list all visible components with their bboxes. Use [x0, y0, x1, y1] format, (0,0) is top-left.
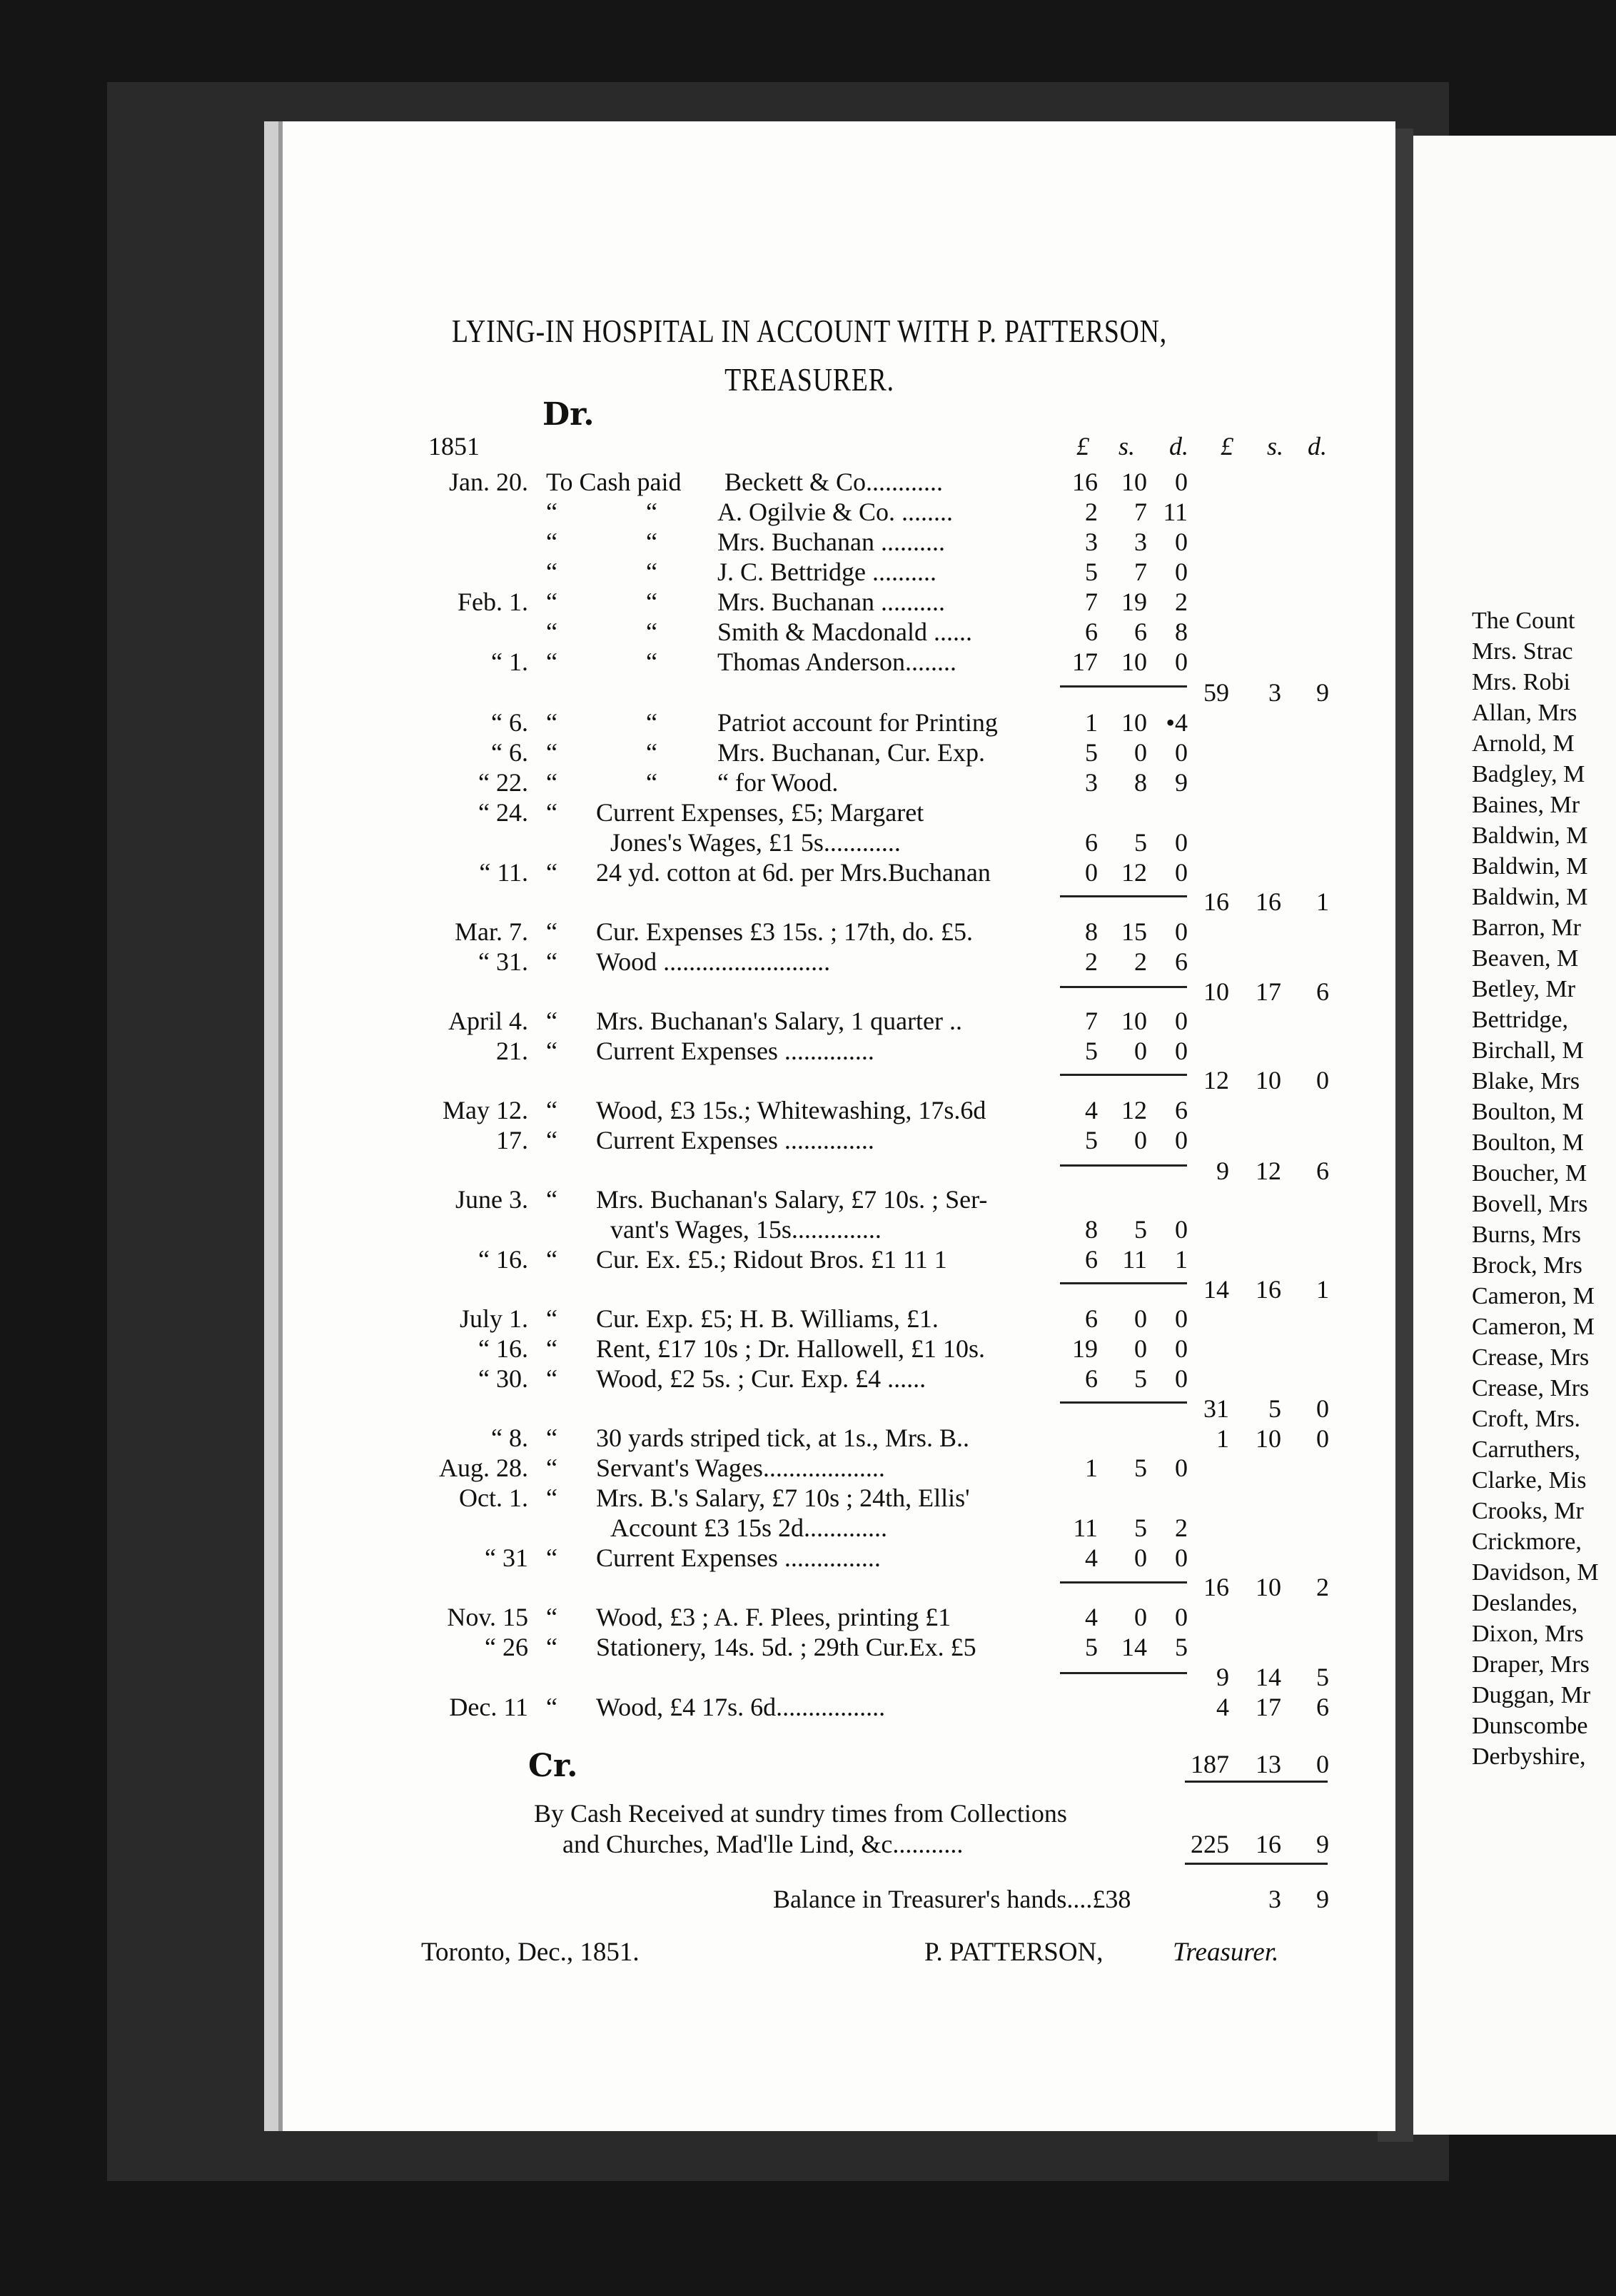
row-date: “ 30.: [478, 1364, 528, 1393]
row-ditto-2: “: [646, 618, 657, 646]
row-pounds: 4: [1085, 1603, 1098, 1631]
row-date: April 4.: [448, 1007, 528, 1035]
row-date: “ 6.: [491, 738, 528, 767]
right-page-entry: Bettridge,: [1472, 1007, 1569, 1033]
row-shillings: 10: [1121, 1007, 1147, 1035]
subtotal-shillings: 10: [1256, 1424, 1281, 1453]
right-page-entry: Blake, Mrs: [1472, 1068, 1580, 1094]
row-pence: 0: [1175, 468, 1188, 496]
subtotal-pounds: 9: [1216, 1663, 1229, 1691]
row-pence: 0: [1175, 1037, 1188, 1065]
subtotal-pence: 0: [1316, 1394, 1329, 1423]
row-ditto-1: “: [546, 1185, 557, 1214]
row-pounds: 5: [1085, 1037, 1098, 1065]
row-pence: 0: [1175, 558, 1188, 586]
row-description: vant's Wages, 15s..............: [610, 1215, 882, 1244]
row-ditto-1: “: [546, 1245, 557, 1274]
row-date: “ 16.: [478, 1245, 528, 1274]
row-shillings: 12: [1121, 858, 1147, 887]
row-date: 21.: [496, 1037, 528, 1065]
credit-shillings: 16: [1256, 1830, 1281, 1858]
subtotal-shillings: 14: [1256, 1663, 1281, 1691]
row-ditto-2: “: [646, 498, 657, 526]
subtotal-shillings: 16: [1256, 887, 1281, 916]
balance-pence: 9: [1316, 1885, 1329, 1913]
credit-pence: 9: [1316, 1830, 1329, 1858]
row-description: Cur. Ex. £5.; Ridout Bros. £1 11 1: [596, 1245, 947, 1274]
row-description: Jones's Wages, £1 5s............: [610, 828, 901, 857]
ledger-rule: [1185, 1863, 1328, 1865]
row-pence: 0: [1175, 1544, 1188, 1572]
row-description: Patriot account for Printing: [717, 708, 998, 737]
ledger-rule: [1060, 1581, 1187, 1583]
row-ditto-1: “: [546, 947, 557, 976]
row-description: Cur. Expenses £3 15s. ; 17th, do. £5.: [596, 917, 973, 946]
row-date: Mar. 7.: [455, 917, 528, 946]
row-description: Servant's Wages...................: [596, 1454, 885, 1482]
right-page-entry: Betley, Mr: [1472, 976, 1576, 1002]
row-date: “ 24.: [478, 798, 528, 827]
balance-label: Balance in Treasurer's hands....£38: [773, 1885, 1131, 1913]
row-ditto-1: “: [546, 1603, 557, 1631]
col-pence-1: d.: [1169, 432, 1188, 460]
credit-line-1: By Cash Received at sundry times from Collections: [534, 1799, 1067, 1828]
right-page-entry: Baines, Mr: [1472, 792, 1580, 818]
row-pounds: 6: [1085, 828, 1098, 857]
right-page-entry: Dunscombe: [1472, 1713, 1588, 1739]
right-page-entry: Boulton, M: [1472, 1099, 1584, 1125]
row-shillings: 5: [1134, 1215, 1147, 1244]
row-description: Current Expenses, £5; Margaret: [596, 798, 924, 827]
row-ditto-1: “: [546, 858, 557, 887]
row-shillings: 6: [1134, 618, 1147, 646]
row-ditto-1: “: [546, 917, 557, 946]
row-pence: 0: [1175, 1603, 1188, 1631]
subtotal-pence: 6: [1316, 1693, 1329, 1721]
row-pence: 0: [1175, 1007, 1188, 1035]
right-page-entry: Dixon, Mrs: [1472, 1621, 1584, 1647]
right-page-entry: Boulton, M: [1472, 1129, 1584, 1156]
right-page-entry: Duggan, Mr: [1472, 1682, 1591, 1708]
row-shillings: 0: [1134, 1544, 1147, 1572]
subtotal-pence: 9: [1316, 678, 1329, 707]
right-page-entry: Mrs. Strac: [1472, 638, 1573, 665]
row-shillings: 0: [1134, 1304, 1147, 1333]
row-description: Current Expenses ..............: [596, 1037, 874, 1065]
col-pound-2: £: [1221, 432, 1233, 460]
row-shillings: 3: [1134, 528, 1147, 556]
subtotal-shillings: 17: [1256, 1693, 1281, 1721]
right-page-entry: Arnold, M: [1472, 730, 1575, 757]
right-page-entry: Bovell, Mrs: [1472, 1191, 1588, 1217]
row-ditto-1: “: [546, 498, 557, 526]
row-shillings: 12: [1121, 1096, 1147, 1124]
row-ditto-2: “: [646, 648, 657, 676]
row-date: “ 6.: [491, 708, 528, 737]
row-ditto-1: “: [546, 1454, 557, 1482]
right-page-entry: Birchall, M: [1472, 1037, 1584, 1064]
row-ditto-1: “: [546, 768, 557, 797]
row-description: 30 yards striped tick, at 1s., Mrs. B..: [596, 1424, 969, 1452]
row-pence: 8: [1175, 618, 1188, 646]
row-shillings: 10: [1121, 648, 1147, 676]
row-pence: 0: [1175, 1215, 1188, 1244]
row-date: “ 8.: [491, 1424, 528, 1452]
row-description: Wood, £3 15s.; Whitewashing, 17s.6d: [596, 1096, 986, 1124]
right-page-entry: Crooks, Mr: [1472, 1498, 1584, 1524]
credit-pounds: 225: [1191, 1830, 1229, 1858]
row-pence: 0: [1175, 1334, 1188, 1363]
row-pounds: 6: [1085, 618, 1098, 646]
col-pence-2: d.: [1308, 432, 1327, 460]
row-date: “ 16.: [478, 1334, 528, 1363]
row-date: “ 11.: [479, 858, 528, 887]
row-pounds: 4: [1085, 1096, 1098, 1124]
row-pounds: 2: [1085, 947, 1098, 976]
row-date: May 12.: [443, 1096, 528, 1124]
right-page-entry: Draper, Mrs: [1472, 1651, 1590, 1678]
row-description: Mrs. Buchanan ..........: [717, 588, 945, 616]
row-date: Nov. 15: [447, 1603, 528, 1631]
row-shillings: 0: [1134, 1126, 1147, 1154]
place-date: Toronto, Dec., 1851.: [421, 1938, 640, 1967]
right-page-entry: Crease, Mrs: [1472, 1375, 1590, 1401]
row-ditto-2: “: [646, 588, 657, 616]
right-page-entry: Carruthers,: [1472, 1436, 1581, 1463]
row-pounds: 8: [1085, 917, 1098, 946]
row-ditto-2: “: [646, 558, 657, 586]
row-ditto-1: “: [546, 1334, 557, 1363]
row-shillings: 8: [1134, 768, 1147, 797]
row-shillings: 2: [1134, 947, 1147, 976]
ledger-rule: [1060, 1282, 1187, 1284]
row-pounds: 19: [1072, 1334, 1098, 1363]
row-ditto-1: “: [546, 1693, 557, 1721]
row-description: Mrs. B.'s Salary, £7 10s ; 24th, Ellis': [596, 1484, 970, 1512]
row-shillings: 19: [1121, 588, 1147, 616]
row-description: Smith & Macdonald ......: [717, 618, 972, 646]
subtotal-pence: 0: [1316, 1750, 1329, 1778]
row-description: “ for Wood.: [717, 768, 839, 797]
row-pounds: 0: [1085, 858, 1098, 887]
row-pence: 0: [1175, 828, 1188, 857]
right-page: [1413, 136, 1616, 2135]
row-pounds: 17: [1072, 648, 1098, 676]
row-ditto-1: “: [546, 1096, 557, 1124]
row-shillings: 7: [1134, 558, 1147, 586]
right-page-entry: Barron, Mr: [1472, 915, 1581, 941]
ledger-rule: [1060, 1672, 1187, 1674]
row-ditto-1: “: [546, 588, 557, 616]
subtotal-shillings: 10: [1256, 1573, 1281, 1601]
row-pence: 11: [1163, 498, 1188, 526]
row-date: July 1.: [459, 1304, 528, 1333]
row-date: “ 1.: [491, 648, 528, 676]
row-date: Aug. 28.: [439, 1454, 528, 1482]
row-ditto-2: “: [646, 768, 657, 797]
debit-heading: Dr.: [542, 396, 595, 433]
subtotal-shillings: 10: [1256, 1066, 1281, 1094]
row-pence: 1: [1175, 1245, 1188, 1274]
row-ditto-1: “: [546, 648, 557, 676]
row-pounds: 5: [1085, 1633, 1098, 1661]
row-date: 17.: [496, 1126, 528, 1154]
right-page-entry: Brock, Mrs: [1472, 1252, 1582, 1279]
row-description: Wood, £3 ; A. F. Plees, printing £1: [596, 1603, 951, 1631]
row-pence: 0: [1175, 738, 1188, 767]
row-ditto-1: “: [546, 708, 557, 737]
right-page-entry: Crease, Mrs: [1472, 1344, 1590, 1371]
row-pounds: 6: [1085, 1245, 1098, 1274]
row-shillings: 10: [1121, 708, 1147, 737]
row-ditto-1: “: [546, 1126, 557, 1154]
row-pence: 0: [1175, 917, 1188, 946]
subtotal-pounds: 187: [1191, 1750, 1229, 1778]
row-date: “ 22.: [478, 768, 528, 797]
ledger-rule: [1060, 1074, 1187, 1076]
subtotal-pounds: 16: [1203, 1573, 1229, 1601]
row-pounds: 5: [1085, 738, 1098, 767]
page-subtitle: TREASURER.: [724, 361, 894, 398]
subtotal-shillings: 3: [1268, 678, 1281, 707]
row-pence: 2: [1175, 588, 1188, 616]
row-pence: 0: [1175, 858, 1188, 887]
row-shillings: 14: [1121, 1633, 1147, 1661]
right-page-entry: Allan, Mrs: [1472, 700, 1577, 726]
row-description: J. C. Bettridge ..........: [717, 558, 936, 586]
row-ditto-2: “: [646, 528, 657, 556]
row-ditto-1: “: [546, 798, 557, 827]
row-ditto-1: “: [546, 1544, 557, 1572]
row-date: “ 26: [485, 1633, 528, 1661]
row-description: Mrs. Buchanan's Salary, 1 quarter ..: [596, 1007, 963, 1035]
row-pence: 0: [1175, 1304, 1188, 1333]
row-shillings: 10: [1121, 468, 1147, 496]
row-date: Dec. 11: [449, 1693, 528, 1721]
ledger-rule: [1060, 1164, 1187, 1167]
right-page-entry: Croft, Mrs.: [1472, 1406, 1581, 1432]
row-pounds: 3: [1085, 768, 1098, 797]
subtotal-pence: 6: [1316, 1157, 1329, 1185]
row-description: Cur. Exp. £5; H. B. Williams, £1.: [596, 1304, 939, 1333]
row-shillings: 15: [1121, 917, 1147, 946]
subtotal-shillings: 17: [1256, 977, 1281, 1006]
col-shilling-1: s.: [1118, 432, 1136, 460]
row-shillings: 5: [1134, 828, 1147, 857]
subtotal-pounds: 4: [1216, 1693, 1229, 1721]
row-shillings: 5: [1134, 1514, 1147, 1542]
row-ditto-1: “: [546, 618, 557, 646]
subtotal-pence: 6: [1316, 977, 1329, 1006]
row-ditto-2: “: [646, 738, 657, 767]
row-shillings: 7: [1134, 498, 1147, 526]
row-pounds: 3: [1085, 528, 1098, 556]
right-page-entry: Boucher, M: [1472, 1160, 1587, 1187]
row-ditto-1: “: [546, 1304, 557, 1333]
row-pounds: 16: [1072, 468, 1098, 496]
subtotal-pounds: 9: [1216, 1157, 1229, 1185]
signature-name: P. PATTERSON,: [924, 1938, 1104, 1967]
ledger-rule: [1060, 895, 1187, 897]
row-date: “ 31: [485, 1544, 528, 1572]
row-pence: 0: [1175, 648, 1188, 676]
right-page-list: [1472, 605, 1599, 1772]
right-page-entry: Baldwin, M: [1472, 853, 1588, 880]
subtotal-pence: 1: [1316, 1275, 1329, 1304]
row-description: Stationery, 14s. 5d. ; 29th Cur.Ex. £5: [596, 1633, 976, 1661]
row-date: “ 31.: [478, 947, 528, 976]
row-ditto-2: “: [646, 708, 657, 737]
row-pounds: 1: [1085, 708, 1098, 737]
row-ditto-1: “: [546, 1007, 557, 1035]
row-ditto-1: “: [546, 1484, 557, 1512]
row-pounds: 7: [1085, 588, 1098, 616]
row-description: A. Ogilvie & Co. ........: [717, 498, 953, 526]
row-ditto-1: “: [546, 1364, 557, 1393]
right-page-entry: Deslandes,: [1472, 1590, 1578, 1616]
row-pounds: 2: [1085, 498, 1098, 526]
row-pounds: 6: [1085, 1304, 1098, 1333]
credit-line-2: and Churches, Mad'lle Lind, &c...........: [562, 1830, 964, 1858]
row-pounds: 6: [1085, 1364, 1098, 1393]
subtotal-pounds: 1: [1216, 1424, 1229, 1453]
subtotal-pence: 0: [1316, 1066, 1329, 1094]
row-description: Wood ..........................: [596, 947, 831, 976]
right-page-entry: Baldwin, M: [1472, 822, 1588, 849]
subtotal-pounds: 31: [1203, 1394, 1229, 1423]
row-pounds: 7: [1085, 1007, 1098, 1035]
row-ditto-1: “: [546, 1037, 557, 1065]
subtotal-pounds: 12: [1203, 1066, 1229, 1094]
row-description: Mrs. Buchanan ..........: [717, 528, 945, 556]
row-ditto-1: “: [546, 738, 557, 767]
row-date: Feb. 1.: [458, 588, 528, 616]
subtotal-pounds: 14: [1203, 1275, 1229, 1304]
row-shillings: 11: [1122, 1245, 1147, 1274]
right-page-entry: The Count: [1472, 608, 1575, 634]
subtotal-pence: 2: [1316, 1573, 1329, 1601]
row-ditto-1: To Cash paid: [546, 468, 682, 496]
row-date: June 3.: [455, 1185, 528, 1214]
right-page-entry: Burns, Mrs: [1472, 1222, 1582, 1248]
right-page-entry: Cameron, M: [1472, 1283, 1595, 1309]
row-ditto-1: “: [546, 1633, 557, 1661]
row-description: Current Expenses ...............: [596, 1544, 881, 1572]
row-pence: •4: [1166, 708, 1188, 737]
subtotal-pence: 0: [1316, 1424, 1329, 1453]
row-shillings: 0: [1134, 1603, 1147, 1631]
right-page-entry: Derbyshire,: [1472, 1743, 1586, 1770]
right-page-entry: Davidson, M: [1472, 1559, 1599, 1586]
ledger-rule: [1060, 986, 1187, 988]
page-title: LYING-IN HOSPITAL IN ACCOUNT WITH P. PATTERSON,: [451, 313, 1168, 349]
col-shilling-2: s.: [1267, 432, 1284, 460]
right-page-entry: Crickmore,: [1472, 1529, 1582, 1555]
row-description: Wood, £4 17s. 6d.................: [596, 1693, 886, 1721]
row-description: Mrs. Buchanan's Salary, £7 10s. ; Ser-: [596, 1185, 988, 1214]
row-date: Jan. 20.: [449, 468, 528, 496]
ledger-rule: [1060, 1401, 1187, 1404]
row-pence: 5: [1175, 1633, 1188, 1661]
col-pound-1: £: [1076, 432, 1089, 460]
row-pence: 0: [1175, 1454, 1188, 1482]
row-description: Rent, £17 10s ; Dr. Hallowell, £1 10s.: [596, 1334, 985, 1363]
ledger-rule: [1185, 1781, 1328, 1783]
row-ditto-1: “: [546, 1424, 557, 1452]
row-pence: 9: [1175, 768, 1188, 797]
row-ditto-1: “: [546, 528, 557, 556]
row-pence: 0: [1175, 528, 1188, 556]
ledger-rule: [1060, 685, 1187, 688]
row-description: Thomas Anderson........: [717, 648, 956, 676]
right-page-entry: Clarke, Mis: [1472, 1467, 1587, 1494]
row-shillings: 0: [1134, 738, 1147, 767]
row-shillings: 5: [1134, 1454, 1147, 1482]
balance-shillings: 3: [1268, 1885, 1281, 1913]
credit-heading: Cr.: [528, 1748, 578, 1784]
year-label: 1851: [428, 432, 480, 460]
subtotal-pounds: 10: [1203, 977, 1229, 1006]
row-pence: 0: [1175, 1364, 1188, 1393]
row-description: 24 yd. cotton at 6d. per Mrs.Buchanan: [596, 858, 991, 887]
right-page-entry: Mrs. Robi: [1472, 669, 1570, 695]
subtotal-shillings: 13: [1256, 1750, 1281, 1778]
row-pence: 6: [1175, 947, 1188, 976]
right-page-entry: Badgley, M: [1472, 761, 1585, 787]
row-pounds: 11: [1073, 1514, 1098, 1542]
row-pence: 2: [1175, 1514, 1188, 1542]
row-description: Mrs. Buchanan, Cur. Exp.: [717, 738, 985, 767]
row-pence: 6: [1175, 1096, 1188, 1124]
row-pence: 0: [1175, 1126, 1188, 1154]
subtotal-pence: 1: [1316, 887, 1329, 916]
row-ditto-1: “: [546, 558, 557, 586]
right-page-entry: Baldwin, M: [1472, 884, 1588, 910]
row-shillings: 5: [1134, 1364, 1147, 1393]
signature-role: Treasurer.: [1173, 1938, 1279, 1967]
subtotal-shillings: 5: [1268, 1394, 1281, 1423]
subtotal-pence: 5: [1316, 1663, 1329, 1691]
row-date: Oct. 1.: [459, 1484, 528, 1512]
row-description: Current Expenses ..............: [596, 1126, 874, 1154]
row-pounds: 5: [1085, 1126, 1098, 1154]
subtotal-shillings: 16: [1256, 1275, 1281, 1304]
subtotal-pounds: 59: [1203, 678, 1229, 707]
row-shillings: 0: [1134, 1037, 1147, 1065]
subtotal-shillings: 12: [1256, 1157, 1281, 1185]
row-description: Wood, £2 5s. ; Cur. Exp. £4 ......: [596, 1364, 926, 1393]
right-page-entry: Beaven, M: [1472, 945, 1579, 972]
row-description: Account £3 15s 2d.............: [610, 1514, 887, 1542]
row-pounds: 5: [1085, 558, 1098, 586]
row-pounds: 4: [1085, 1544, 1098, 1572]
row-pounds: 8: [1085, 1215, 1098, 1244]
right-page-entry: Cameron, M: [1472, 1314, 1595, 1340]
row-shillings: 0: [1134, 1334, 1147, 1363]
row-description: Beckett & Co............: [724, 468, 943, 496]
row-pounds: 1: [1085, 1454, 1098, 1482]
subtotal-pounds: 16: [1203, 887, 1229, 916]
